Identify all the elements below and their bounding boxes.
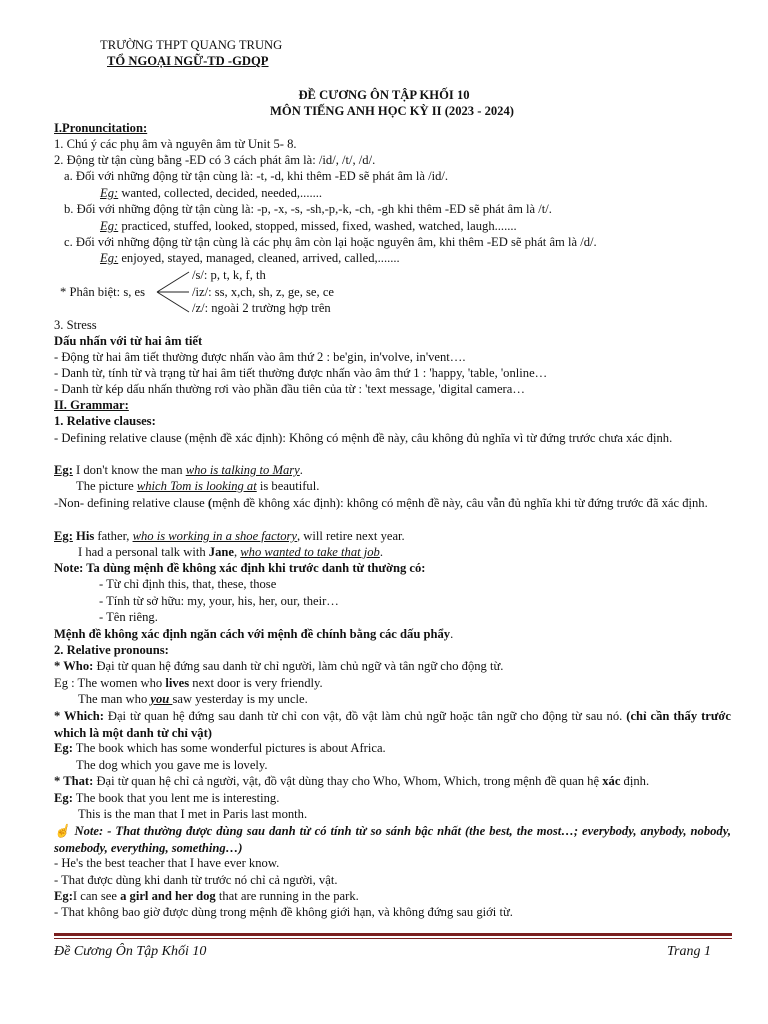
bracket-lines <box>155 268 193 316</box>
pron-rule-c: c. Đối với những động từ tận cùng là các phụ âm còn lại hoặc nguyên âm, khi thêm -ED sẽ phát âm là /d/. <box>64 235 597 249</box>
note-item-3: - Tên riêng. <box>99 610 158 624</box>
s-rule: /s/: p, t, k, f, th <box>192 268 266 282</box>
that-note-item-3: Eg:I can see a girl and her dog that are running in the park. <box>54 889 359 903</box>
iz-rule: /iz/: ss, x,ch, sh, z, ge, se, ce <box>192 285 334 299</box>
which-rule: * Which: Đại từ quan hệ đứng sau danh từ chỉ con vật, đồ vật làm chủ ngữ hoặc tân ngữ cho động từ sau nó. (chỉ cần thấy trước which là một danh từ chỉ vật) <box>54 709 731 740</box>
which-example-1: Eg: The book which has some wonderful pictures is about Africa. <box>54 741 386 755</box>
footer-rule-thick <box>54 933 732 936</box>
who-example-1: Eg : The women who lives next door is very friendly. <box>54 676 323 690</box>
pron-item-1: 1. Chú ý các phụ âm và nguyên âm từ Unit 5- 8. <box>54 137 297 151</box>
that-example-2: This is the man that I met in Paris last month. <box>78 807 308 821</box>
section-grammar-heading: II. Grammar: <box>54 398 129 412</box>
note-item-1: - Từ chỉ định this, that, these, those <box>99 577 277 591</box>
pron-rule-c-example: Eg: enjoyed, stayed, managed, cleaned, arrived, called,....... <box>100 251 400 265</box>
comma-rule: Mệnh đề không xác định ngăn cách với mệnh đề chính bằng các dấu phẩy. <box>54 627 454 641</box>
that-note: ☝ Note: - That thường được dùng sau danh từ có tính từ so sánh bậc nhất (the best, the most…; everybody, anybody, nobody, somebody, everything, something…) <box>54 824 731 855</box>
note-heading: Note: Ta dùng mệnh đề không xác định khi trước danh từ thường có: <box>54 561 426 575</box>
stress-rule-2: - Danh từ, tính từ và trạng từ hai âm tiết thường được nhấn vào âm thứ 1 : 'happy, 'table, 'online… <box>54 366 548 380</box>
that-note-item-2: - That được dùng khi danh từ trước nó chỉ cả người, vật. <box>54 873 338 887</box>
pron-rule-a-example: Eg: wanted, collected, decided, needed,....... <box>100 186 323 200</box>
that-note-item-1: - He's the best teacher that I have ever know. <box>54 856 280 870</box>
department-name: TỔ NGOẠI NGỮ-TD -GDQP <box>107 54 269 68</box>
pron-rule-b: b. Đối với những động từ tận cùng là: -p, -x, -s, -sh,-p,-k, -ch, -gh khi thêm -ED sẽ phát âm là /t/. <box>64 202 552 216</box>
doc-title: ĐỀ CƯƠNG ÔN TẬP KHỐI 10 <box>298 88 470 102</box>
example-1: Eg: I don't know the man who is talking to Mary. <box>54 463 303 477</box>
pron-rule-b-example: Eg: practiced, stuffed, looked, stopped, missed, fixed, washed, watched, laugh....... <box>100 219 517 233</box>
which-example-2: The dog which you gave me is lovely. <box>76 758 268 772</box>
footer-title: Đề Cương Ôn Tập Khối 10 <box>54 944 207 959</box>
that-note-item-4: - That không bao giờ được dùng trong mệnh đề không giới hạn, và không đứng sau giới từ. <box>54 905 513 919</box>
relative-pronouns-heading: 2. Relative pronouns: <box>54 643 169 657</box>
section-pronunciation-heading: I.Pronuncitation: <box>54 121 148 135</box>
stress-rule-3: - Danh từ kép dấu nhấn thường rơi vào phần đầu tiên của từ : 'text message, 'digital camera… <box>54 382 525 396</box>
stress-subheading: Dấu nhấn với từ hai âm tiết <box>54 334 203 348</box>
example-2: The picture which Tom is looking at is beautiful. <box>76 479 320 493</box>
note-item-2: - Tính từ sở hữu: my, your, his, her, our, their… <box>99 594 339 608</box>
s-es-label: * Phân biệt: s, es <box>60 285 146 299</box>
z-rule: /z/: ngoài 2 trường hợp trên <box>192 301 331 315</box>
footer-rule-thin <box>54 938 732 939</box>
stress-rule-1: - Động từ hai âm tiết thường được nhấn vào âm thứ 2 : be'gin, in'volve, in'vent…. <box>54 350 466 364</box>
pron-rule-a: a. Đối với những động từ tận cùng là: -t, -d, khi thêm -ED sẽ phát âm là /id/. <box>64 169 449 183</box>
school-name: TRƯỜNG THPT QUANG TRUNG <box>100 38 283 52</box>
page-number: Trang 1 <box>667 944 711 959</box>
pron-item-2: 2. Động từ tận cùng bằng -ED có 3 cách phát âm là: /id/, /t/, /d/. <box>54 153 376 167</box>
non-defining-clause-text: -Non- defining relative clause (mệnh đề không xác định): không có mệnh đề này, câu vẫn đủ nghĩa khi từ đứng trước đã xác định. <box>54 496 708 510</box>
that-example-1: Eg: The book that you lent me is interesting. <box>54 791 280 805</box>
stress-heading: 3. Stress <box>54 318 97 332</box>
defining-clause-text: - Defining relative clause (mệnh đề xác định): Không có mệnh đề này, câu không đủ nghĩa vì từ đứng trước chưa xác định. <box>54 431 673 445</box>
doc-subtitle: MÔN TIẾNG ANH HỌC KỲ II (2023 - 2024) <box>270 104 514 118</box>
who-rule: * Who: Đại từ quan hệ đứng sau danh từ chỉ người, làm chủ ngữ và tân ngữ cho động từ. <box>54 659 504 673</box>
that-rule: * That: Đại từ quan hệ chỉ cả người, vật, đồ vật dùng thay cho Who, Whom, Which, trong mệnh đề quan hệ xác định. <box>54 774 650 788</box>
example-4: I had a personal talk with Jane, who wanted to take that job. <box>78 545 384 559</box>
who-example-2: The man who you saw yesterday is my uncle. <box>78 692 308 706</box>
example-3: Eg: His father, who is working in a shoe factory, will retire next year. <box>54 529 405 543</box>
relative-clauses-heading: 1. Relative clauses: <box>54 414 156 428</box>
